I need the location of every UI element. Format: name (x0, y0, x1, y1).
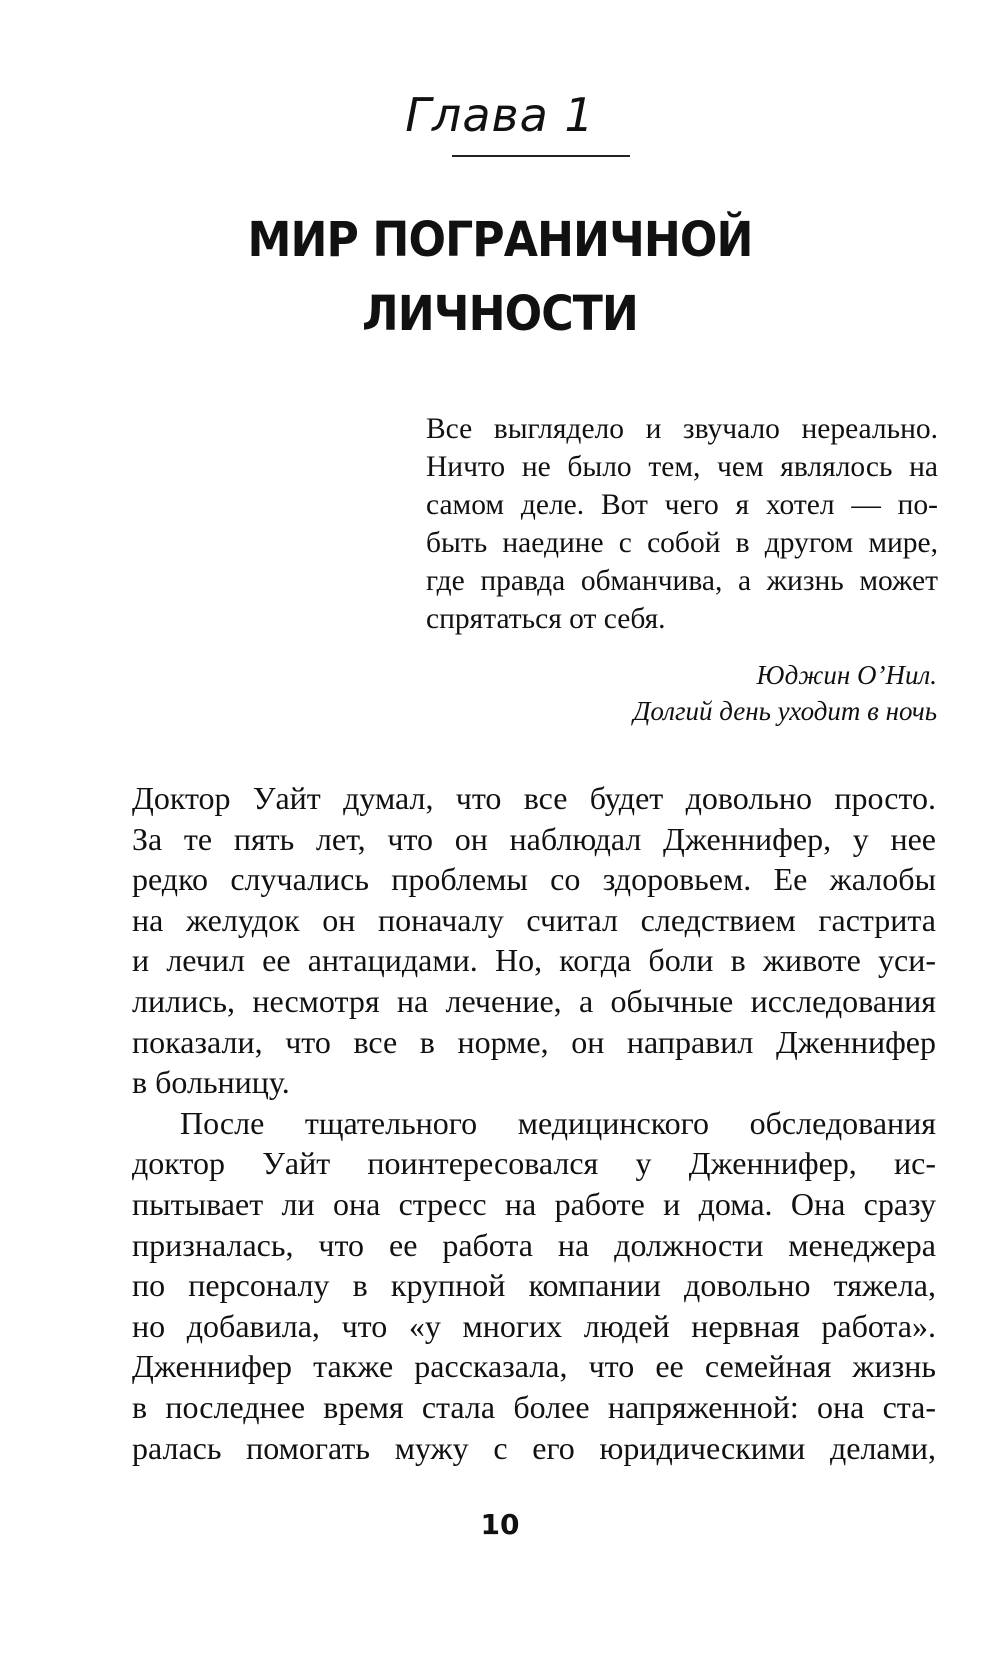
body-line: Дженнифер также рассказала, что ее семейная жизнь (132, 1348, 936, 1385)
epigraph-author: Юджин О’Нил. (756, 660, 937, 690)
body-line: ралась помогать мужу с его юридическими делами, (132, 1429, 936, 1466)
epigraph-line: Все выглядело и звучало нереально. (426, 413, 938, 445)
body-line: и лечил ее антацидами. Но, когда боли в животе уси- (132, 942, 936, 979)
chapter-divider (452, 155, 630, 157)
epigraph-line: самом деле. Вот чего я хотел — по- (426, 489, 938, 521)
body-line: За те пять лет, что он наблюдал Дженнифер, у нее (132, 820, 936, 857)
body-line: по персоналу в крупной компании довольно тяжела, (132, 1267, 936, 1304)
body-line: но добавила, что «у многих людей нервная работа». (132, 1307, 936, 1344)
body-line: Доктор Уайт думал, что все будет довольно просто. (132, 780, 936, 816)
body-line: лились, несмотря на лечение, а обычные исследования (132, 982, 936, 1019)
page-number: 10 (480, 1508, 520, 1541)
body-line: доктор Уайт поинтересовался у Дженнифер, ис- (132, 1145, 936, 1182)
body-line: на желудок он поначалу считал следствием гастрита (132, 901, 936, 938)
chapter-label: Глава 1 (405, 88, 595, 142)
epigraph-line: спрятаться от себя. (426, 603, 666, 635)
epigraph (426, 410, 938, 638)
chapter-title-line: МИР ПОГРАНИЧНОЙ (247, 212, 753, 268)
epigraph-line: Ничто не было тем, чем являлось на (426, 451, 938, 483)
body-line: После тщательного медицинского обследования (180, 1104, 936, 1141)
epigraph-line: быть наедине с собой в другом мире, (426, 527, 938, 559)
epigraph-line: где правда обманчива, а жизнь может (426, 565, 938, 597)
body-line: показали, что все в норме, он направил Дженнифер (132, 1023, 936, 1060)
body-line: редко случались проблемы со здоровьем. Ее жалобы (132, 861, 936, 898)
body-line: в последнее время стала более напряженной: она ста- (132, 1388, 936, 1425)
chapter-title-line: ЛИЧНОСТИ (362, 286, 638, 342)
body-text (132, 778, 936, 1468)
epigraph-source: Долгий день уходит в ночь (633, 696, 937, 726)
body-line: призналась, что ее работа на должности менеджера (132, 1226, 936, 1263)
body-line: пытывает ли она стресс на работе и дома. Она сразу (132, 1185, 936, 1222)
body-line: в больницу. (132, 1064, 290, 1101)
